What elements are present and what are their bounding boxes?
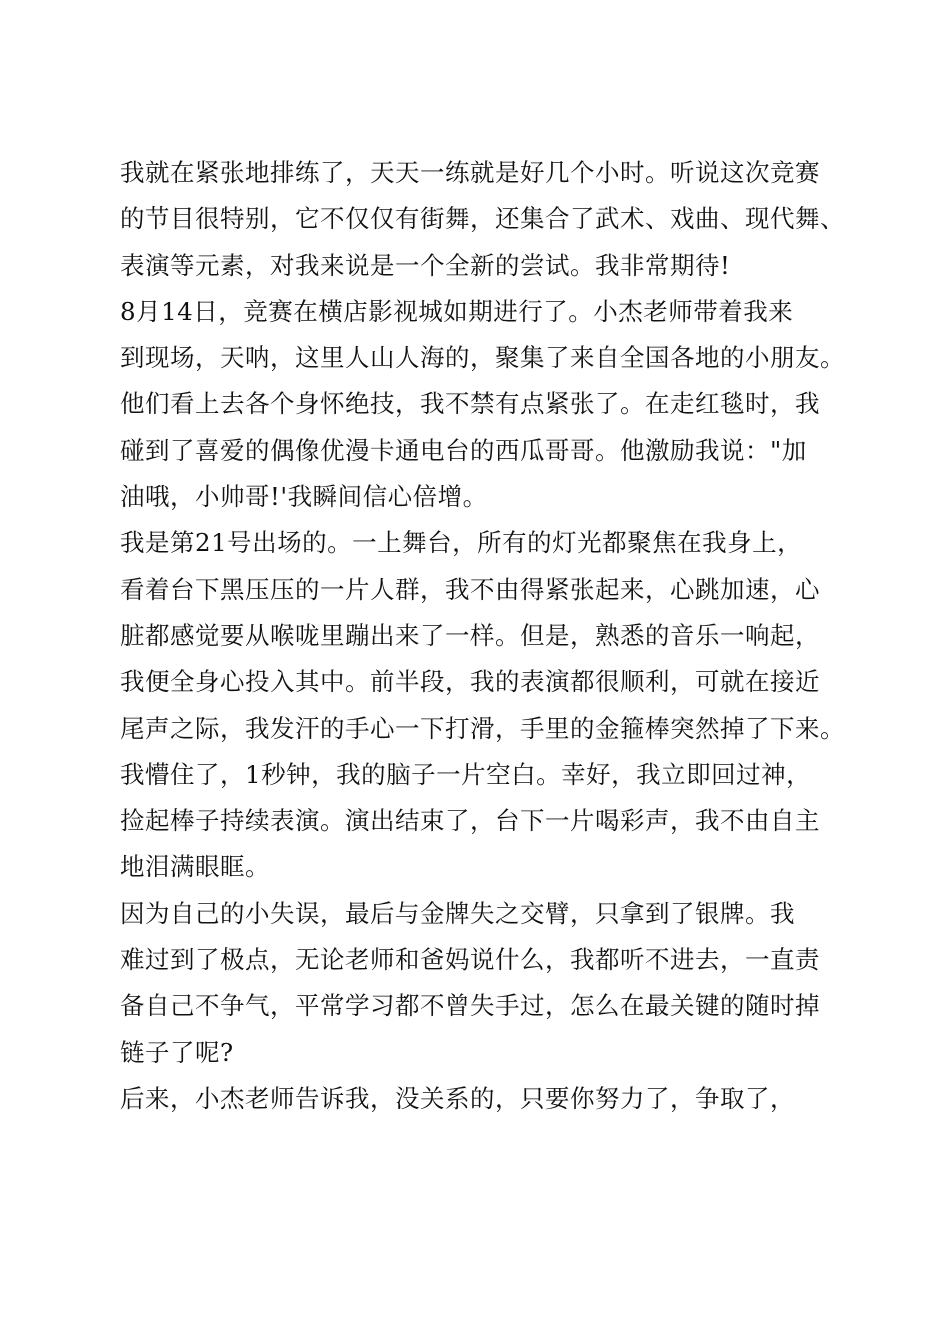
text-line: 我便全身心投入其中。前半段，我的表演都很顺利，可就在接近 — [120, 667, 820, 697]
text-line: 8月14日，竞赛在横店影视城如期进行了。小杰老师带着我来 — [120, 296, 794, 326]
text-line: 难过到了极点，无论老师和爸妈说什么，我都听不进去，一直责 — [120, 945, 820, 975]
text-line: 表演等元素，对我来说是一个全新的尝试。我非常期待! — [120, 250, 731, 280]
text-line: 看着台下黑压压的一片人群，我不由得紧张起来，心跳加速，心 — [120, 574, 820, 604]
text-line: 捡起棒子持续表演。演出结束了，台下一片喝彩声，我不由自主 — [120, 806, 820, 836]
text-line: 到现场，天呐，这里人山人海的，聚集了来自全国各地的小朋友。 — [120, 343, 845, 373]
text-line: 链子了呢? — [120, 1037, 234, 1067]
text-line: 油哦，小帅哥!'我瞬间信心倍增。 — [120, 482, 488, 512]
text-line: 后来，小杰老师告诉我，没关系的，只要你努力了，争取了， — [120, 1083, 795, 1113]
text-line: 碰到了喜爱的偶像优漫卡通电台的西瓜哥哥。他激励我说："加 — [120, 435, 807, 465]
document-body — [120, 150, 860, 1122]
text-line: 他们看上去各个身怀绝技，我不禁有点紧张了。在走红毯时，我 — [120, 389, 820, 419]
text-line: 我是第21号出场的。一上舞台，所有的灯光都聚焦在我身上， — [120, 528, 803, 558]
text-line: 我懵住了，1秒钟，我的脑子一片空白。幸好，我立即回过神， — [120, 759, 812, 789]
text-line: 尾声之际，我发汗的手心一下打滑，手里的金箍棒突然掉了下来。 — [120, 713, 845, 743]
text-line: 因为自己的小失误，最后与金牌失之交臂，只拿到了银牌。我 — [120, 898, 795, 928]
text-line: 脏都感觉要从喉咙里蹦出来了一样。但是，熟悉的音乐一响起， — [120, 620, 820, 650]
text-line: 我就在紧张地排练了，天天一练就是好几个小时。听说这次竞赛 — [120, 158, 820, 187]
text-line: 地泪满眼眶。 — [120, 852, 270, 882]
text-line: 的节目很特别，它不仅仅有街舞，还集合了武术、戏曲、现代舞、 — [120, 204, 845, 234]
text-line: 备自己不争气，平常学习都不曾失手过，怎么在最关键的随时掉 — [120, 991, 820, 1021]
